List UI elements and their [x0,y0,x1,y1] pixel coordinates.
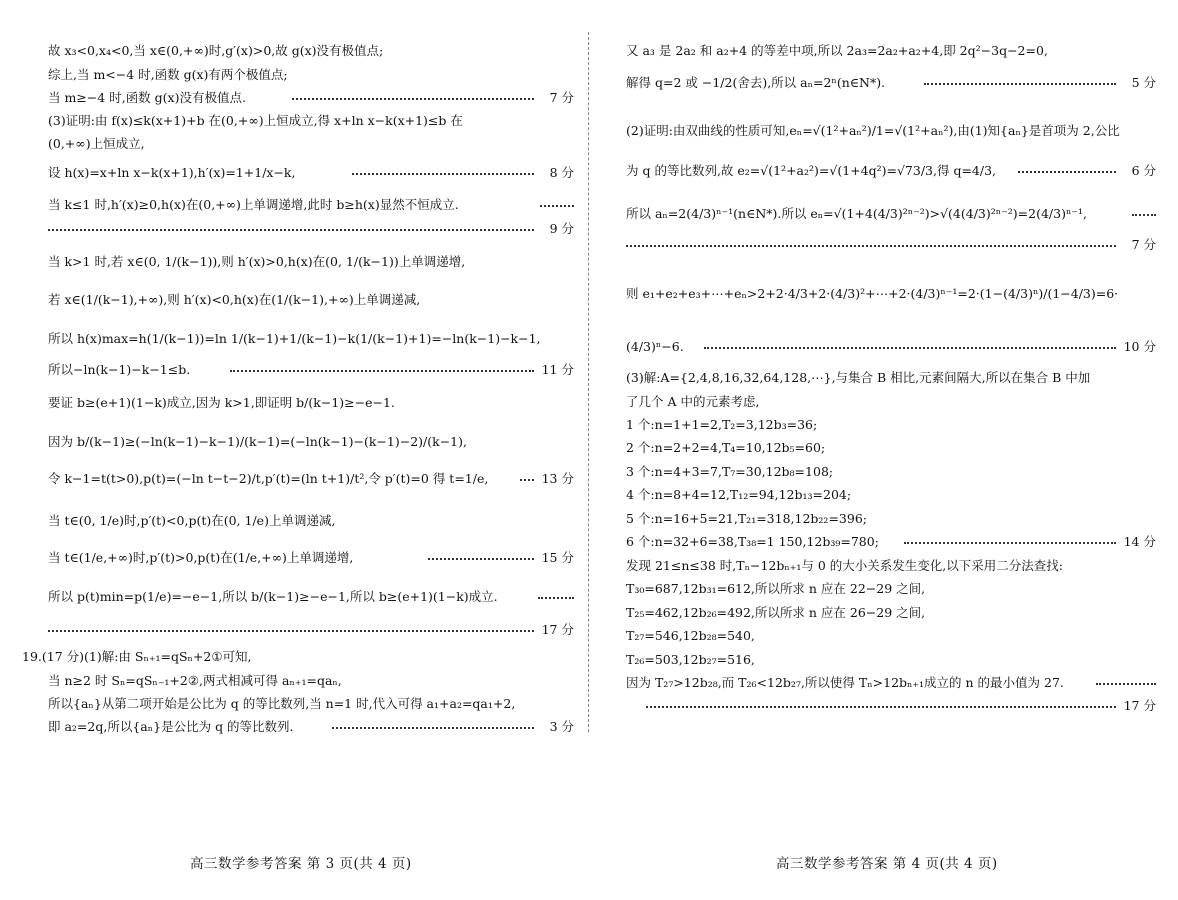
text-line [48,621,574,639]
text-line [626,122,1156,140]
text-line [626,557,1156,575]
text-content: 当 t∈(0, 1/e)时,p′(t)<0,p(t)在(0, 1/e)上单调递减, [48,513,336,528]
text-line [626,42,1156,60]
text-line [48,672,574,690]
text-line [626,697,1156,715]
text-content: 综上,当 m<−4 时,函数 g(x)有两个极值点; [48,67,288,82]
text-line [626,510,1156,528]
text-content: 了几个 A 中的元素考虑, [626,394,760,409]
text-content: (4/3)ⁿ−6. [626,339,684,354]
text-line [48,42,574,60]
text-line [48,330,574,348]
dot-leader [924,83,1116,85]
text-line [48,220,574,238]
text-line [48,361,574,379]
text-content: 2 个:n=2+2=4,T₄=10,12b₅=60; [626,440,826,455]
score-label: 17 分 [541,622,574,637]
page-divider [588,32,589,732]
dot-leader [428,558,534,560]
dot-leader [538,597,574,599]
score-label: 6 分 [1131,163,1156,178]
text-content: (3)证明:由 f(x)≤k(x+1)+b 在(0,+∞)上恒成立,得 x+ln x−k(x+1)≤b 在 [48,113,463,128]
text-line [48,512,574,530]
text-content: 当 n≥2 时 Sₙ=qSₙ₋₁+2②,两式相减可得 aₙ₊₁=qaₙ, [48,673,342,688]
score-label: 13 分 [541,471,574,486]
score-label: 10 分 [1123,339,1156,354]
text-content: 当 m≥−4 时,函数 g(x)没有极值点. [48,90,246,105]
dot-leader [904,542,1116,544]
text-line [626,393,1156,411]
dot-leader [540,205,574,207]
text-line [48,470,574,488]
text-line [48,588,574,606]
score-label: 5 分 [1131,75,1156,90]
text-content: 又 a₃ 是 2a₂ 和 a₂+4 的等差中项,所以 2a₃=2a₂+a₂+4,即 2q²−3q−2=0, [626,43,1048,58]
text-content: 令 k−1=t(t>0),p(t)=(−ln t−t−2)/t,p′(t)=(ln t+1)/t²,令 p′(t)=0 得 t=1/e, [48,471,489,486]
text-content: 设 h(x)=x+ln x−k(x+1),h′(x)=1+1/x−k, [48,165,296,180]
text-content: 要证 b≥(e+1)(1−k)成立,因为 k>1,即证明 b/(k−1)≥−e−1. [48,395,395,410]
text-content: 当 k>1 时,若 x∈(0, 1/(k−1)),则 h′(x)>0,h(x)在(0, 1/(k−1))上单调递增, [48,254,466,269]
text-content: 5 个:n=16+5=21,T₂₁=318,12b₂₂=396; [626,511,867,526]
text-line [48,135,574,153]
text-content: 故 x₃<0,x₄<0,当 x∈(0,+∞)时,g′(x)>0,故 g(x)没有极值点; [48,43,384,58]
text-content: T₃₀=687,12b₃₁=612,所以所求 n 应在 22−29 之间, [626,581,926,596]
dot-leader [292,98,534,100]
score-label: 14 分 [1123,534,1156,549]
left-page-footer: 高三数学参考答案 第 3 页(共 4 页) [190,856,412,872]
text-line [48,718,574,736]
text-line [48,164,574,182]
dot-leader [1132,214,1156,216]
dot-leader [48,630,534,632]
score-label: 3 分 [549,719,574,734]
score-label: 8 分 [549,165,574,180]
right-page [596,0,1178,900]
text-content: 当 k≤1 时,h′(x)≥0,h(x)在(0,+∞)上单调递增,此时 b≥h(x)显然不恒成立. [48,197,459,212]
dot-leader [1096,683,1156,685]
text-content: 发现 21≤n≤38 时,Tₙ−12bₙ₊₁与 0 的大小关系发生变化,以下采用二分法查找: [626,558,1063,573]
text-content: 3 个:n=4+3=7,T₇=30,12b₈=108; [626,464,834,479]
dot-leader [352,173,534,175]
text-content: 4 个:n=8+4=12,T₁₂=94,12b₁₃=204; [626,487,852,502]
text-content: 所以−ln(k−1)−k−1≤b. [48,362,191,377]
text-line [48,196,574,214]
text-line [48,89,574,107]
text-content: 所以 aₙ=2(4/3)ⁿ⁻¹(n∈N*).所以 eₙ=√(1+4(4/3)²ⁿ⁻²)>√(4(4/3)²ⁿ⁻²)=2(4/3)ⁿ⁻¹, [626,206,1087,221]
text-line [48,112,574,130]
dot-leader [230,370,534,372]
text-line [48,433,574,451]
text-content: (3)解:A={2,4,8,16,32,64,128,⋯},与集合 B 相比,元素间隔大,所以在集合 B 中加 [626,370,1091,385]
text-content: 6 个:n=32+6=38,T₃₈=1 150,12b₃₉=780; [626,534,879,549]
text-content: 所以{aₙ}从第二项开始是公比为 q 的等比数列,当 n=1 时,代入可得 a₁+a₂=qa₁+2, [48,696,516,711]
text-content: 19.(17 分)(1)解:由 Sₙ₊₁=qSₙ+2①可知, [22,649,252,664]
score-label: 15 分 [541,550,574,565]
text-line [626,533,1156,551]
dot-leader [332,727,534,729]
text-line [626,604,1156,622]
text-line [626,463,1156,481]
right-page-footer: 高三数学参考答案 第 4 页(共 4 页) [776,856,998,872]
text-line [626,236,1156,254]
text-line [48,394,574,412]
score-label: 11 分 [541,362,574,377]
text-line [626,439,1156,457]
text-line [626,369,1156,387]
dot-leader [646,706,1116,708]
text-line [626,627,1156,645]
score-label: 9 分 [549,221,574,236]
dot-leader [626,245,1116,247]
score-label: 17 分 [1123,698,1156,713]
text-content: T₂₇=546,12b₂₈=540, [626,628,755,643]
text-line [22,648,574,666]
text-content: 若 x∈(1/(k−1),+∞),则 h′(x)<0,h(x)在(1/(k−1),+∞)上单调递减, [48,292,421,307]
text-content: 即 a₂=2q,所以{aₙ}是公比为 q 的等比数列. [48,719,294,734]
text-line [48,66,574,84]
text-content: (2)证明:由双曲线的性质可知,eₙ=√(1²+aₙ²)/1=√(1²+aₙ²),由(1)知{aₙ}是首项为 2,公比 [626,123,1120,138]
text-line [626,205,1156,223]
text-line [626,486,1156,504]
text-content: T₂₅=462,12b₂₆=492,所以所求 n 应在 26−29 之间, [626,605,926,620]
text-content: 为 q 的等比数列,故 e₂=√(1²+a₂²)=√(1+4q²)=√73/3,得 q=4/3, [626,163,997,178]
text-line [626,416,1156,434]
text-line [48,549,574,567]
text-line [48,695,574,713]
text-line [48,291,574,309]
dot-leader [48,229,534,231]
text-content: 则 e₁+e₂+e₃+⋯+eₙ>2+2·4/3+2·(4/3)²+⋯+2·(4/3)ⁿ⁻¹=2·(1−(4/3)ⁿ)/(1−4/3)=6· [626,286,1119,301]
dot-leader [520,479,534,481]
text-content: 所以 h(x)max=h(1/(k−1))=ln 1/(k−1)+1/(k−1)−k(1/(k−1)+1)=−ln(k−1)−k−1, [48,331,541,346]
text-line [626,338,1156,356]
text-line [626,651,1156,669]
text-content: 解得 q=2 或 −1/2(舍去),所以 aₙ=2ⁿ(n∈N*). [626,75,886,90]
text-line [48,253,574,271]
text-line [626,285,1156,303]
text-line [626,74,1156,92]
score-label: 7 分 [1131,237,1156,252]
text-content: 当 t∈(1/e,+∞)时,p′(t)>0,p(t)在(1/e,+∞)上单调递增, [48,550,354,565]
text-content: T₂₆=503,12b₂₇=516, [626,652,755,667]
text-line [626,580,1156,598]
text-content: 因为 T₂₇>12b₂₈,而 T₂₆<12b₂₇,所以使得 Tₙ>12bₙ₊₁成立的 n 的最小值为 27. [626,675,1064,690]
text-line [626,674,1156,692]
text-content: 所以 p(t)min=p(1/e)=−e−1,所以 b/(k−1)≥−e−1,所以 b≥(e+1)(1−k)成立. [48,589,498,604]
text-content: (0,+∞)上恒成立, [48,136,145,151]
score-label: 7 分 [549,90,574,105]
text-line [626,162,1156,180]
dot-leader [1018,171,1116,173]
dot-leader [704,347,1116,349]
text-content: 因为 b/(k−1)≥(−ln(k−1)−k−1)/(k−1)=(−ln(k−1)−(k−1)−2)/(k−1), [48,434,467,449]
text-content: 1 个:n=1+1=2,T₂=3,12b₃=36; [626,417,818,432]
